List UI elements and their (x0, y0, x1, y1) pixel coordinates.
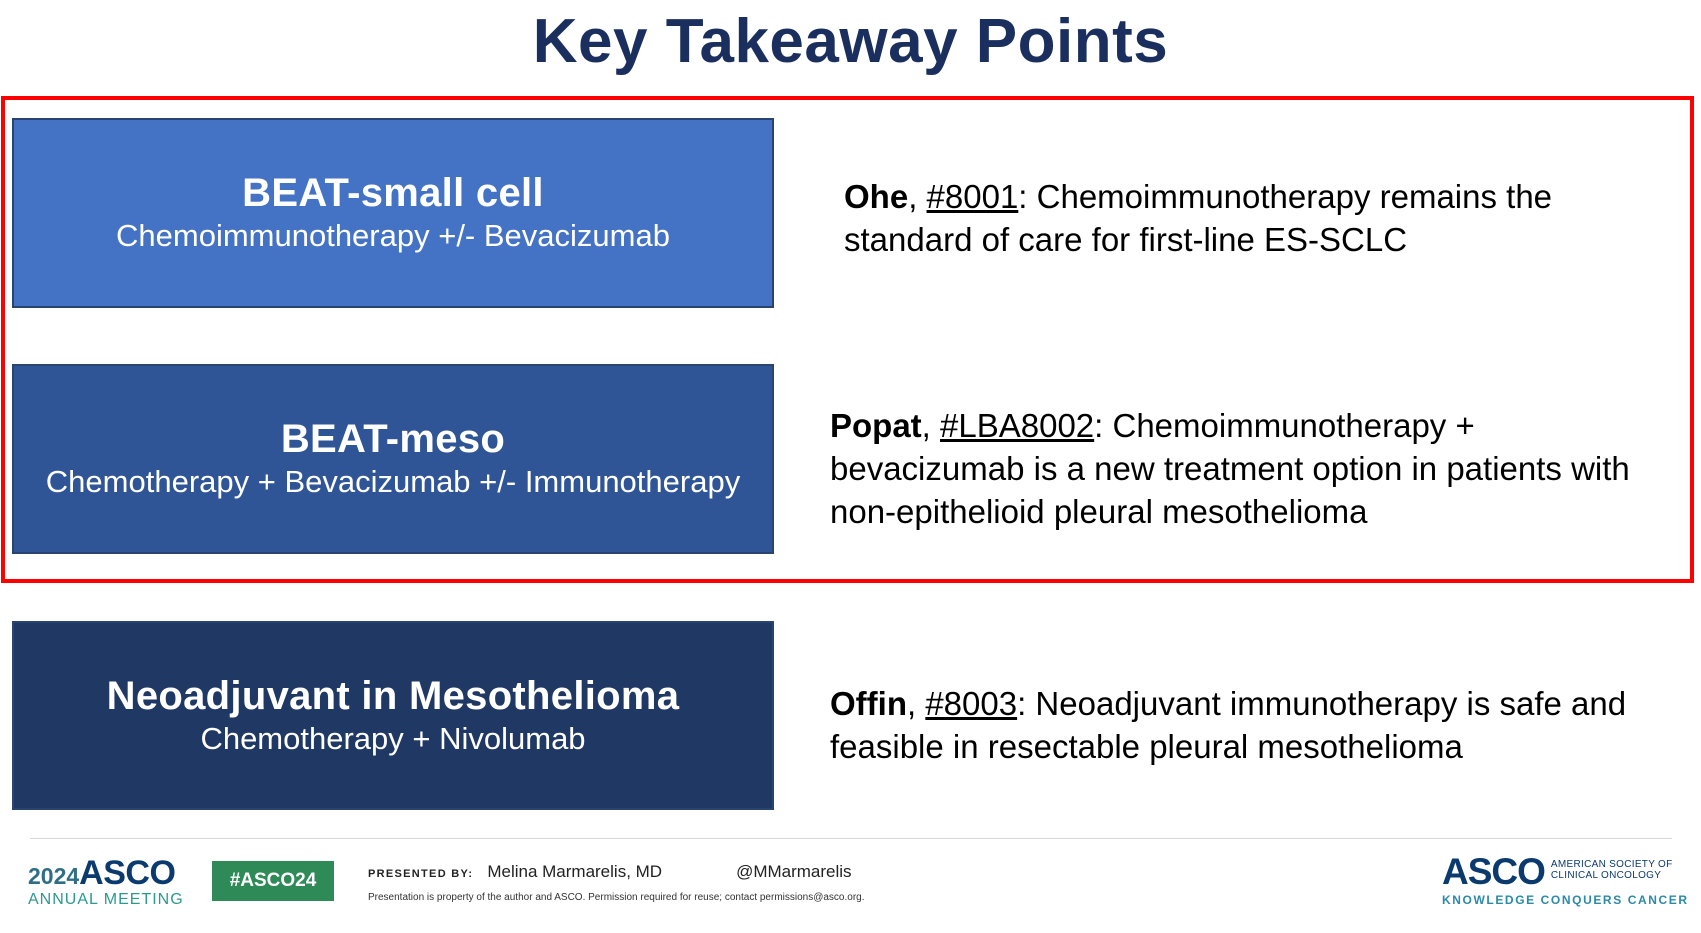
takeaway-body: : Neoadjuvant immunotherapy is safe and feasible in resectable pleural mesothelioma (830, 685, 1627, 765)
disclaimer-text: Presentation is property of the author and ASCO. Permission required for reuse; contact permissions@asco.org. (368, 892, 865, 903)
takeaway-author: Offin (830, 685, 907, 722)
tagline: KNOWLEDGE CONQUERS CANCER (1442, 893, 1689, 907)
society-line-1: AMERICAN SOCIETY OF (1550, 859, 1673, 870)
society-line-2: CLINICAL ONCOLOGY (1550, 870, 1662, 881)
takeaway-separator: , (908, 178, 927, 215)
takeaway-text-offin (830, 682, 1660, 768)
takeaway-text-popat (830, 404, 1660, 533)
presenter-name: Melina Marmarelis, MD (487, 862, 663, 881)
trial-box-beat-meso (12, 364, 774, 554)
society-name (1551, 859, 1673, 881)
takeaway-author: Popat (830, 407, 922, 444)
trial-title: BEAT-meso (280, 417, 506, 461)
meeting-year: 2024 (28, 863, 80, 889)
meeting-logo (28, 856, 184, 908)
takeaway-abstract-link[interactable]: #8001 (926, 178, 1019, 215)
meeting-label: ANNUAL MEETING (28, 891, 184, 908)
trial-subtitle: Chemotherapy + Bevacizumab +/- Immunotherapy (45, 464, 741, 499)
takeaway-separator: , (906, 685, 926, 722)
presenter-line (368, 862, 852, 882)
takeaway-separator: , (921, 407, 941, 444)
trial-box-beat-small-cell (12, 118, 774, 308)
trial-title: BEAT-small cell (242, 171, 544, 215)
takeaway-author: Ohe (844, 178, 909, 215)
presenter-handle: @MMarmarelis (736, 862, 852, 881)
presented-by-label: PRESENTED BY: (368, 868, 474, 880)
trial-box-neoadjuvant (12, 621, 774, 810)
trial-subtitle: Chemotherapy + Nivolumab (200, 720, 586, 756)
takeaway-body: : Chemoimmunotherapy remains the standard of care for first-line ES-SCLC (844, 178, 1553, 258)
trial-subtitle: Chemoimmunotherapy +/- Bevacizumab (116, 218, 670, 253)
meeting-asco: ASCO (79, 854, 176, 892)
footer-divider (30, 838, 1672, 839)
takeaway-abstract-link[interactable]: #LBA8002 (940, 407, 1095, 444)
takeaway-body: : Chemoimmunotherapy + bevacizumab is a new treatment option in patients with non-epithelioid pleural mesothelioma (830, 407, 1630, 530)
takeaway-abstract-link[interactable]: #8003 (925, 685, 1018, 722)
slide-title: Key Takeaway Points (532, 7, 1169, 76)
hashtag-badge: #ASCO24 (212, 861, 334, 901)
asco-logo-text: ASCO (1442, 851, 1545, 892)
asco-society-logo (1442, 853, 1689, 907)
trial-title: Neoadjuvant in Mesothelioma (106, 673, 680, 718)
takeaway-text-ohe (844, 175, 1644, 261)
